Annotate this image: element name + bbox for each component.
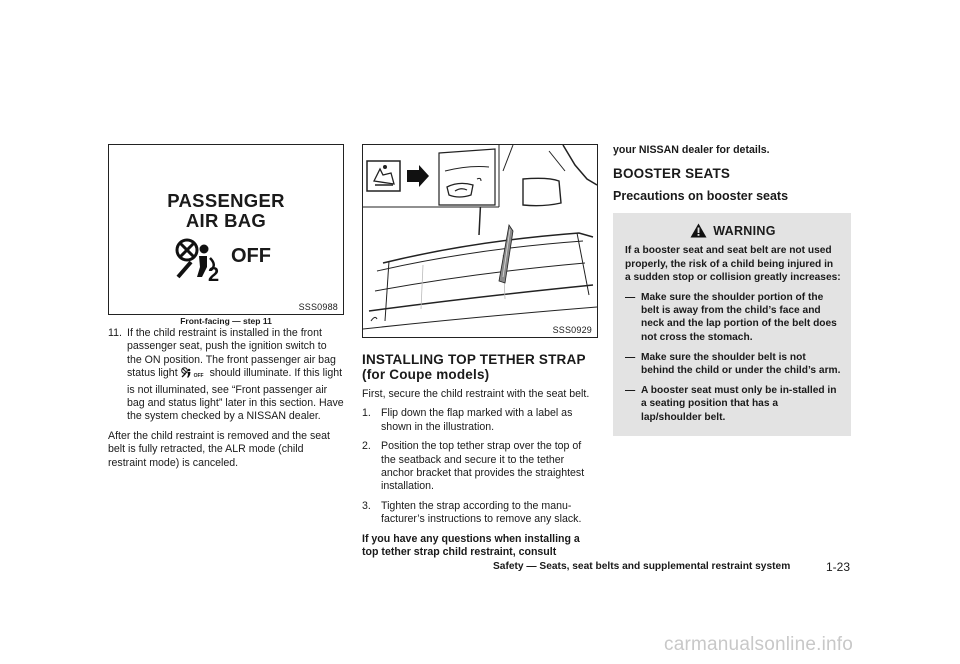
step-text: Tighten the strap according to the manu-facturer’s instructions to remove any slack. xyxy=(381,499,582,526)
questions-paragraph: If you have any questions when installing a top tether strap child restraint, consult xyxy=(362,532,580,559)
airbag-status-icon xyxy=(173,237,227,283)
alr-cancel-paragraph: After the child restraint is removed and the seat belt is fully retracted, the ALR mode (child restraint mode) is canceled. xyxy=(108,429,330,469)
warning-item xyxy=(625,291,841,344)
list-item-step-1 xyxy=(362,407,598,434)
questions-paragraph-continued: your NISSAN dealer for details. xyxy=(613,144,770,156)
section-heading-top-tether: INSTALLING TOP TETHER STRAP (for Coupe models) xyxy=(362,352,586,382)
warning-header xyxy=(625,223,841,238)
figure-code: SSS0929 xyxy=(552,325,592,335)
inline-icon-off-label: OFF xyxy=(193,373,204,380)
step-number: 11. xyxy=(108,327,122,339)
trunk-illustration xyxy=(363,145,597,337)
list-item-step-2 xyxy=(362,440,598,494)
figure-passenger-airbag xyxy=(108,144,344,315)
sign-passenger: PASSENGER xyxy=(167,190,285,211)
list-item-step-11 xyxy=(108,327,344,424)
subheading-precautions: Precautions on booster seats xyxy=(613,189,789,204)
column-3 xyxy=(613,144,851,436)
figure-code: SSS0988 xyxy=(298,302,338,312)
dash-mark: — xyxy=(625,385,636,397)
airbag-off-inline-icon xyxy=(181,367,207,383)
step-11-text-start: If the child restraint is installed in the front passenger seat, push the ignition switch to the ON position. The front passenger air bag status light xyxy=(127,327,336,380)
figure-caption: Front-facing — step 11 xyxy=(180,316,272,326)
warning-item xyxy=(625,384,841,424)
sign-off: OFF xyxy=(231,245,271,267)
dash-mark: — xyxy=(625,292,636,304)
column-2 xyxy=(362,144,598,559)
sign-air-bag: AIR BAG xyxy=(185,210,267,231)
warning-box xyxy=(613,213,851,435)
page-number: 1-23 xyxy=(826,560,851,574)
footer-section-title: Safety — Seats, seat belts and supplemental restraint system xyxy=(493,561,791,572)
warning-intro: If a booster seat and seat belt are not used properly, the risk of a child being injured in a sudden stop or collision greatly increases: xyxy=(625,245,841,283)
watermark[interactable]: carmanualsonline.info xyxy=(664,634,854,655)
step-11-text-end: should illuminate. If this light is not illuminated, see “Front passenger air bag and status light” later in this section. Have the system checked by a NISSAN dealer. xyxy=(127,367,344,423)
step-text: Flip down the flap marked with a label as shown in the illustration. xyxy=(381,407,573,433)
warning-item-text: Make sure the shoulder portion of the belt is away from the child’s face and neck and the lap portion of the belt does not cross the stomach. xyxy=(641,292,837,343)
step-number: 2. xyxy=(362,440,371,453)
intro-paragraph: First, secure the child restraint with the seat belt. xyxy=(362,388,590,400)
svg-text:2: 2 xyxy=(208,264,220,283)
warning-item xyxy=(625,351,841,377)
warning-triangle-icon xyxy=(690,223,707,238)
step-text: Position the top tether strap over the top of the seatback and secure it to the tether anchor bracket that provides the straightest installation. xyxy=(381,440,585,493)
warning-title: WARNING xyxy=(713,224,776,239)
column-1 xyxy=(108,144,344,470)
dash-mark: — xyxy=(625,351,636,363)
warning-item-text: Make sure the shoulder belt is not behind the child or under the child’s arm. xyxy=(641,351,841,377)
list-item-step-3 xyxy=(362,500,598,527)
section-heading-booster-seats: BOOSTER SEATS xyxy=(613,166,731,182)
step-number: 3. xyxy=(362,499,371,512)
warning-item-text: A booster seat must only be in-stalled in a seating position that has a lap/shoulder belt. xyxy=(641,385,837,423)
step-number: 1. xyxy=(362,407,371,420)
figure-tether-strap xyxy=(362,144,598,338)
